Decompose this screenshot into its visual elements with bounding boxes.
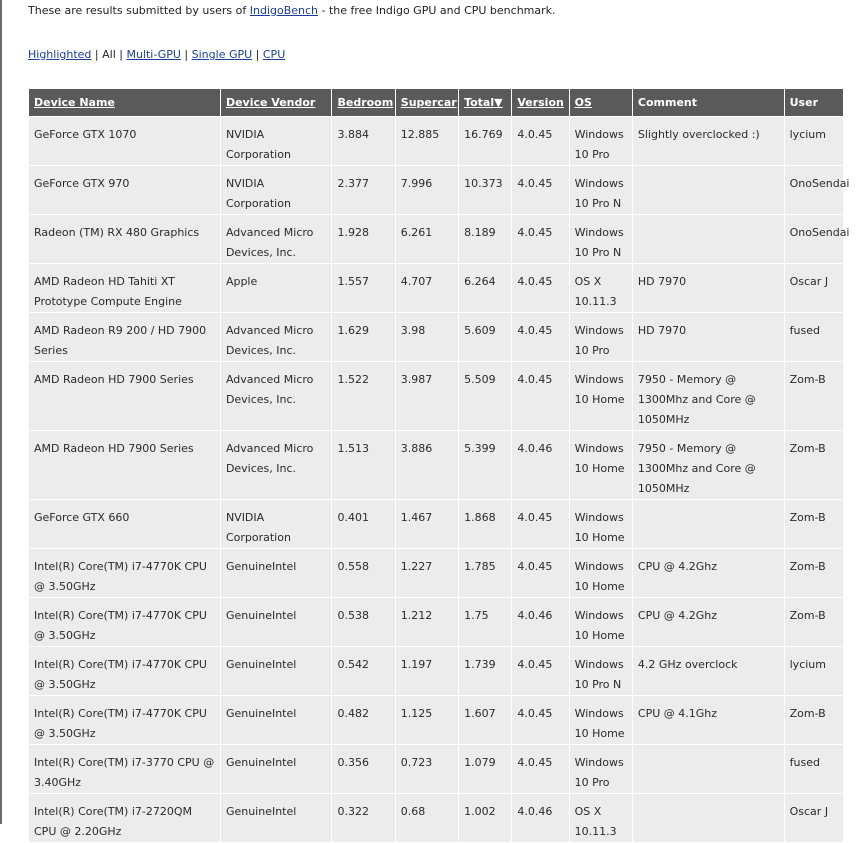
cell-device-name: AMD Radeon HD 7900 Series — [29, 362, 220, 430]
cell-os: Windows 10 Pro N — [570, 647, 632, 695]
cell-user: Oscar J — [785, 264, 843, 312]
cell-bedroom: 0.558 — [332, 549, 394, 597]
cell-comment — [633, 215, 784, 263]
cell-device-name: GeForce GTX 660 — [29, 500, 220, 548]
cell-device-vendor: NVIDIA Corporation — [221, 166, 332, 214]
cell-comment: 7950 - Memory @ 1300Mhz and Core @ 1050MHz — [633, 431, 784, 499]
cell-device-name: Intel(R) Core(TM) i7-2720QM CPU @ 2.20GHz — [29, 794, 220, 842]
cell-supercar: 4.707 — [396, 264, 458, 312]
table-row — [29, 598, 843, 646]
filter-single-gpu-link[interactable]: Single GPU — [191, 48, 253, 61]
cell-user: lycium — [785, 647, 843, 695]
col-total-header[interactable] — [459, 89, 511, 116]
sort-total-link[interactable]: Total▼ — [464, 96, 503, 109]
cell-total: 1.75 — [459, 598, 511, 646]
cell-comment: HD 7970 — [633, 313, 784, 361]
cell-comment — [633, 745, 784, 793]
table-header-row — [29, 89, 843, 116]
table-row — [29, 549, 843, 597]
col-supercar-header[interactable] — [396, 89, 458, 116]
cell-device-vendor: Advanced Micro Devices, Inc. — [221, 215, 332, 263]
filter-separator: | — [180, 48, 192, 61]
sort-device-name-link[interactable]: Device Name — [34, 96, 115, 109]
cell-device-vendor: Advanced Micro Devices, Inc. — [221, 313, 332, 361]
cell-bedroom: 0.401 — [332, 500, 394, 548]
cell-device-name: Intel(R) Core(TM) i7-4770K CPU @ 3.50GHz — [29, 598, 220, 646]
table-row — [29, 117, 843, 165]
cell-device-name: AMD Radeon HD Tahiti XT Prototype Compute Engine — [29, 264, 220, 312]
cell-os: Windows 10 Pro — [570, 313, 632, 361]
table-row — [29, 264, 843, 312]
cell-os: Windows 10 Home — [570, 598, 632, 646]
cell-user: fused — [785, 745, 843, 793]
table-row — [29, 166, 843, 214]
cell-supercar: 1.212 — [396, 598, 458, 646]
cell-version: 4.0.45 — [512, 549, 568, 597]
cell-device-name: Radeon (TM) RX 480 Graphics — [29, 215, 220, 263]
cell-version: 4.0.45 — [512, 647, 568, 695]
cell-bedroom: 0.538 — [332, 598, 394, 646]
cell-user: OnoSendai — [785, 215, 843, 263]
cell-supercar: 1.197 — [396, 647, 458, 695]
cell-bedroom: 1.513 — [332, 431, 394, 499]
cell-total: 8.189 — [459, 215, 511, 263]
cell-device-name: Intel(R) Core(TM) i7-4770K CPU @ 3.50GHz — [29, 696, 220, 744]
cell-os: Windows 10 Home — [570, 500, 632, 548]
cell-bedroom: 0.542 — [332, 647, 394, 695]
col-device-name-header[interactable] — [29, 89, 220, 116]
sort-supercar-link[interactable]: Supercar — [400, 96, 457, 109]
cell-comment: 7950 - Memory @ 1300Mhz and Core @ 1050MHz — [633, 362, 784, 430]
cell-version: 4.0.46 — [512, 794, 568, 842]
cell-user: OnoSendai — [785, 166, 843, 214]
cell-total: 10.373 — [459, 166, 511, 214]
results-table — [28, 88, 850, 843]
cell-version: 4.0.45 — [512, 264, 568, 312]
cell-version: 4.0.45 — [512, 500, 568, 548]
cell-supercar: 0.723 — [396, 745, 458, 793]
cell-device-vendor: GenuineIntel — [221, 745, 332, 793]
cell-supercar: 0.68 — [396, 794, 458, 842]
filter-all-current: All — [102, 48, 116, 61]
cell-supercar: 3.987 — [396, 362, 458, 430]
col-user-header — [785, 89, 843, 116]
cell-comment — [633, 500, 784, 548]
cell-total: 1.079 — [459, 745, 511, 793]
cell-device-name: GeForce GTX 970 — [29, 166, 220, 214]
cell-comment: CPU @ 4.1Ghz — [633, 696, 784, 744]
sort-device-vendor-link[interactable]: Device Vendor — [225, 96, 316, 109]
cell-comment: CPU @ 4.2Ghz — [633, 549, 784, 597]
cell-version: 4.0.45 — [512, 166, 568, 214]
cell-device-vendor: NVIDIA Corporation — [221, 117, 332, 165]
cell-device-vendor: Advanced Micro Devices, Inc. — [221, 431, 332, 499]
sort-bedroom-link[interactable]: Bedroom — [337, 96, 394, 109]
cell-supercar: 1.125 — [396, 696, 458, 744]
cell-bedroom: 1.629 — [332, 313, 394, 361]
sort-os-link[interactable]: OS — [574, 96, 592, 109]
cell-supercar: 12.885 — [396, 117, 458, 165]
col-os-header[interactable] — [570, 89, 632, 116]
user-header-label: User — [789, 96, 818, 109]
col-version-header[interactable] — [512, 89, 568, 116]
cell-version: 4.0.46 — [512, 598, 568, 646]
cell-user: Zom-B — [785, 500, 843, 548]
cell-bedroom: 1.928 — [332, 215, 394, 263]
cell-device-vendor: GenuineIntel — [221, 598, 332, 646]
cell-device-vendor: GenuineIntel — [221, 696, 332, 744]
cell-total: 6.264 — [459, 264, 511, 312]
cell-device-vendor: GenuineIntel — [221, 794, 332, 842]
cell-comment: 4.2 GHz overclock — [633, 647, 784, 695]
cell-bedroom: 1.557 — [332, 264, 394, 312]
cell-bedroom: 2.377 — [332, 166, 394, 214]
cell-user: Zom-B — [785, 362, 843, 430]
cell-device-name: GeForce GTX 1070 — [29, 117, 220, 165]
intro-suffix: - the free Indigo GPU and CPU benchmark. — [318, 4, 556, 17]
table-row — [29, 647, 843, 695]
cell-total: 1.785 — [459, 549, 511, 597]
cell-os: Windows 10 Home — [570, 362, 632, 430]
cell-comment: Slightly overclocked :) — [633, 117, 784, 165]
cell-device-vendor: Apple — [221, 264, 332, 312]
table-row — [29, 431, 843, 499]
intro-prefix: These are results submitted by users of — [28, 4, 250, 17]
table-row — [29, 500, 843, 548]
table-row — [29, 215, 843, 263]
table-row — [29, 696, 843, 744]
cell-total: 5.509 — [459, 362, 511, 430]
cell-user: Zom-B — [785, 696, 843, 744]
cell-bedroom: 1.522 — [332, 362, 394, 430]
cell-device-name: AMD Radeon R9 200 / HD 7900 Series — [29, 313, 220, 361]
cell-total: 16.769 — [459, 117, 511, 165]
cell-os: Windows 10 Home — [570, 696, 632, 744]
cell-comment — [633, 166, 784, 214]
cell-comment: HD 7970 — [633, 264, 784, 312]
cell-device-vendor: GenuineIntel — [221, 647, 332, 695]
cell-total: 1.739 — [459, 647, 511, 695]
filter-separator: | — [91, 48, 103, 61]
cell-device-vendor: GenuineIntel — [221, 549, 332, 597]
intro-text — [28, 4, 556, 18]
filter-bar — [28, 48, 285, 62]
cell-device-name: Intel(R) Core(TM) i7-4770K CPU @ 3.50GHz — [29, 647, 220, 695]
cell-version: 4.0.45 — [512, 362, 568, 430]
cell-device-vendor: NVIDIA Corporation — [221, 500, 332, 548]
cell-os: Windows 10 Pro — [570, 117, 632, 165]
cell-device-vendor: Advanced Micro Devices, Inc. — [221, 362, 332, 430]
sort-version-link[interactable]: Version — [517, 96, 564, 109]
cell-os: Windows 10 Home — [570, 431, 632, 499]
comment-header-label: Comment — [637, 96, 697, 109]
cell-supercar: 1.227 — [396, 549, 458, 597]
cell-user: Zom-B — [785, 431, 843, 499]
indigobench-link[interactable]: IndigoBench — [249, 4, 319, 17]
col-bedroom-header[interactable] — [332, 89, 394, 116]
cell-total: 1.868 — [459, 500, 511, 548]
cell-version: 4.0.45 — [512, 313, 568, 361]
cell-total: 5.399 — [459, 431, 511, 499]
cell-version: 4.0.45 — [512, 117, 568, 165]
table-row — [29, 362, 843, 430]
cell-user: fused — [785, 313, 843, 361]
cell-bedroom: 3.884 — [332, 117, 394, 165]
cell-device-name: Intel(R) Core(TM) i7-4770K CPU @ 3.50GHz — [29, 549, 220, 597]
cell-os: OS X 10.11.3 — [570, 264, 632, 312]
cell-supercar: 6.261 — [396, 215, 458, 263]
cell-total: 5.609 — [459, 313, 511, 361]
cell-version: 4.0.45 — [512, 745, 568, 793]
col-comment-header — [633, 89, 784, 116]
cell-device-name: AMD Radeon HD 7900 Series — [29, 431, 220, 499]
col-device-vendor-header[interactable] — [221, 89, 332, 116]
cell-version: 4.0.45 — [512, 215, 568, 263]
filter-separator: | — [252, 48, 263, 61]
cell-user: Zom-B — [785, 549, 843, 597]
cell-os: Windows 10 Pro N — [570, 215, 632, 263]
cell-bedroom: 0.482 — [332, 696, 394, 744]
cell-total: 1.607 — [459, 696, 511, 744]
filter-separator: | — [115, 48, 127, 61]
cell-os: OS X 10.11.3 — [570, 794, 632, 842]
cell-version: 4.0.46 — [512, 431, 568, 499]
cell-supercar: 3.98 — [396, 313, 458, 361]
cell-os: Windows 10 Pro — [570, 745, 632, 793]
cell-total: 1.002 — [459, 794, 511, 842]
cell-user: Zom-B — [785, 598, 843, 646]
cell-supercar: 1.467 — [396, 500, 458, 548]
cell-user: lycium — [785, 117, 843, 165]
cell-os: Windows 10 Pro N — [570, 166, 632, 214]
table-row — [29, 794, 843, 842]
filter-cpu-link[interactable]: CPU — [262, 48, 286, 61]
cell-supercar: 3.886 — [396, 431, 458, 499]
cell-version: 4.0.45 — [512, 696, 568, 744]
cell-bedroom: 0.356 — [332, 745, 394, 793]
table-row — [29, 745, 843, 793]
table-row — [29, 313, 843, 361]
cell-comment — [633, 794, 784, 842]
cell-comment: CPU @ 4.2Ghz — [633, 598, 784, 646]
cell-user: Oscar J — [785, 794, 843, 842]
cell-os: Windows 10 Home — [570, 549, 632, 597]
cell-supercar: 7.996 — [396, 166, 458, 214]
filter-highlighted-link[interactable]: Highlighted — [28, 48, 92, 61]
filter-multi-gpu-link[interactable]: Multi-GPU — [126, 48, 181, 61]
cell-device-name: Intel(R) Core(TM) i7-3770 CPU @ 3.40GHz — [29, 745, 220, 793]
cell-bedroom: 0.322 — [332, 794, 394, 842]
